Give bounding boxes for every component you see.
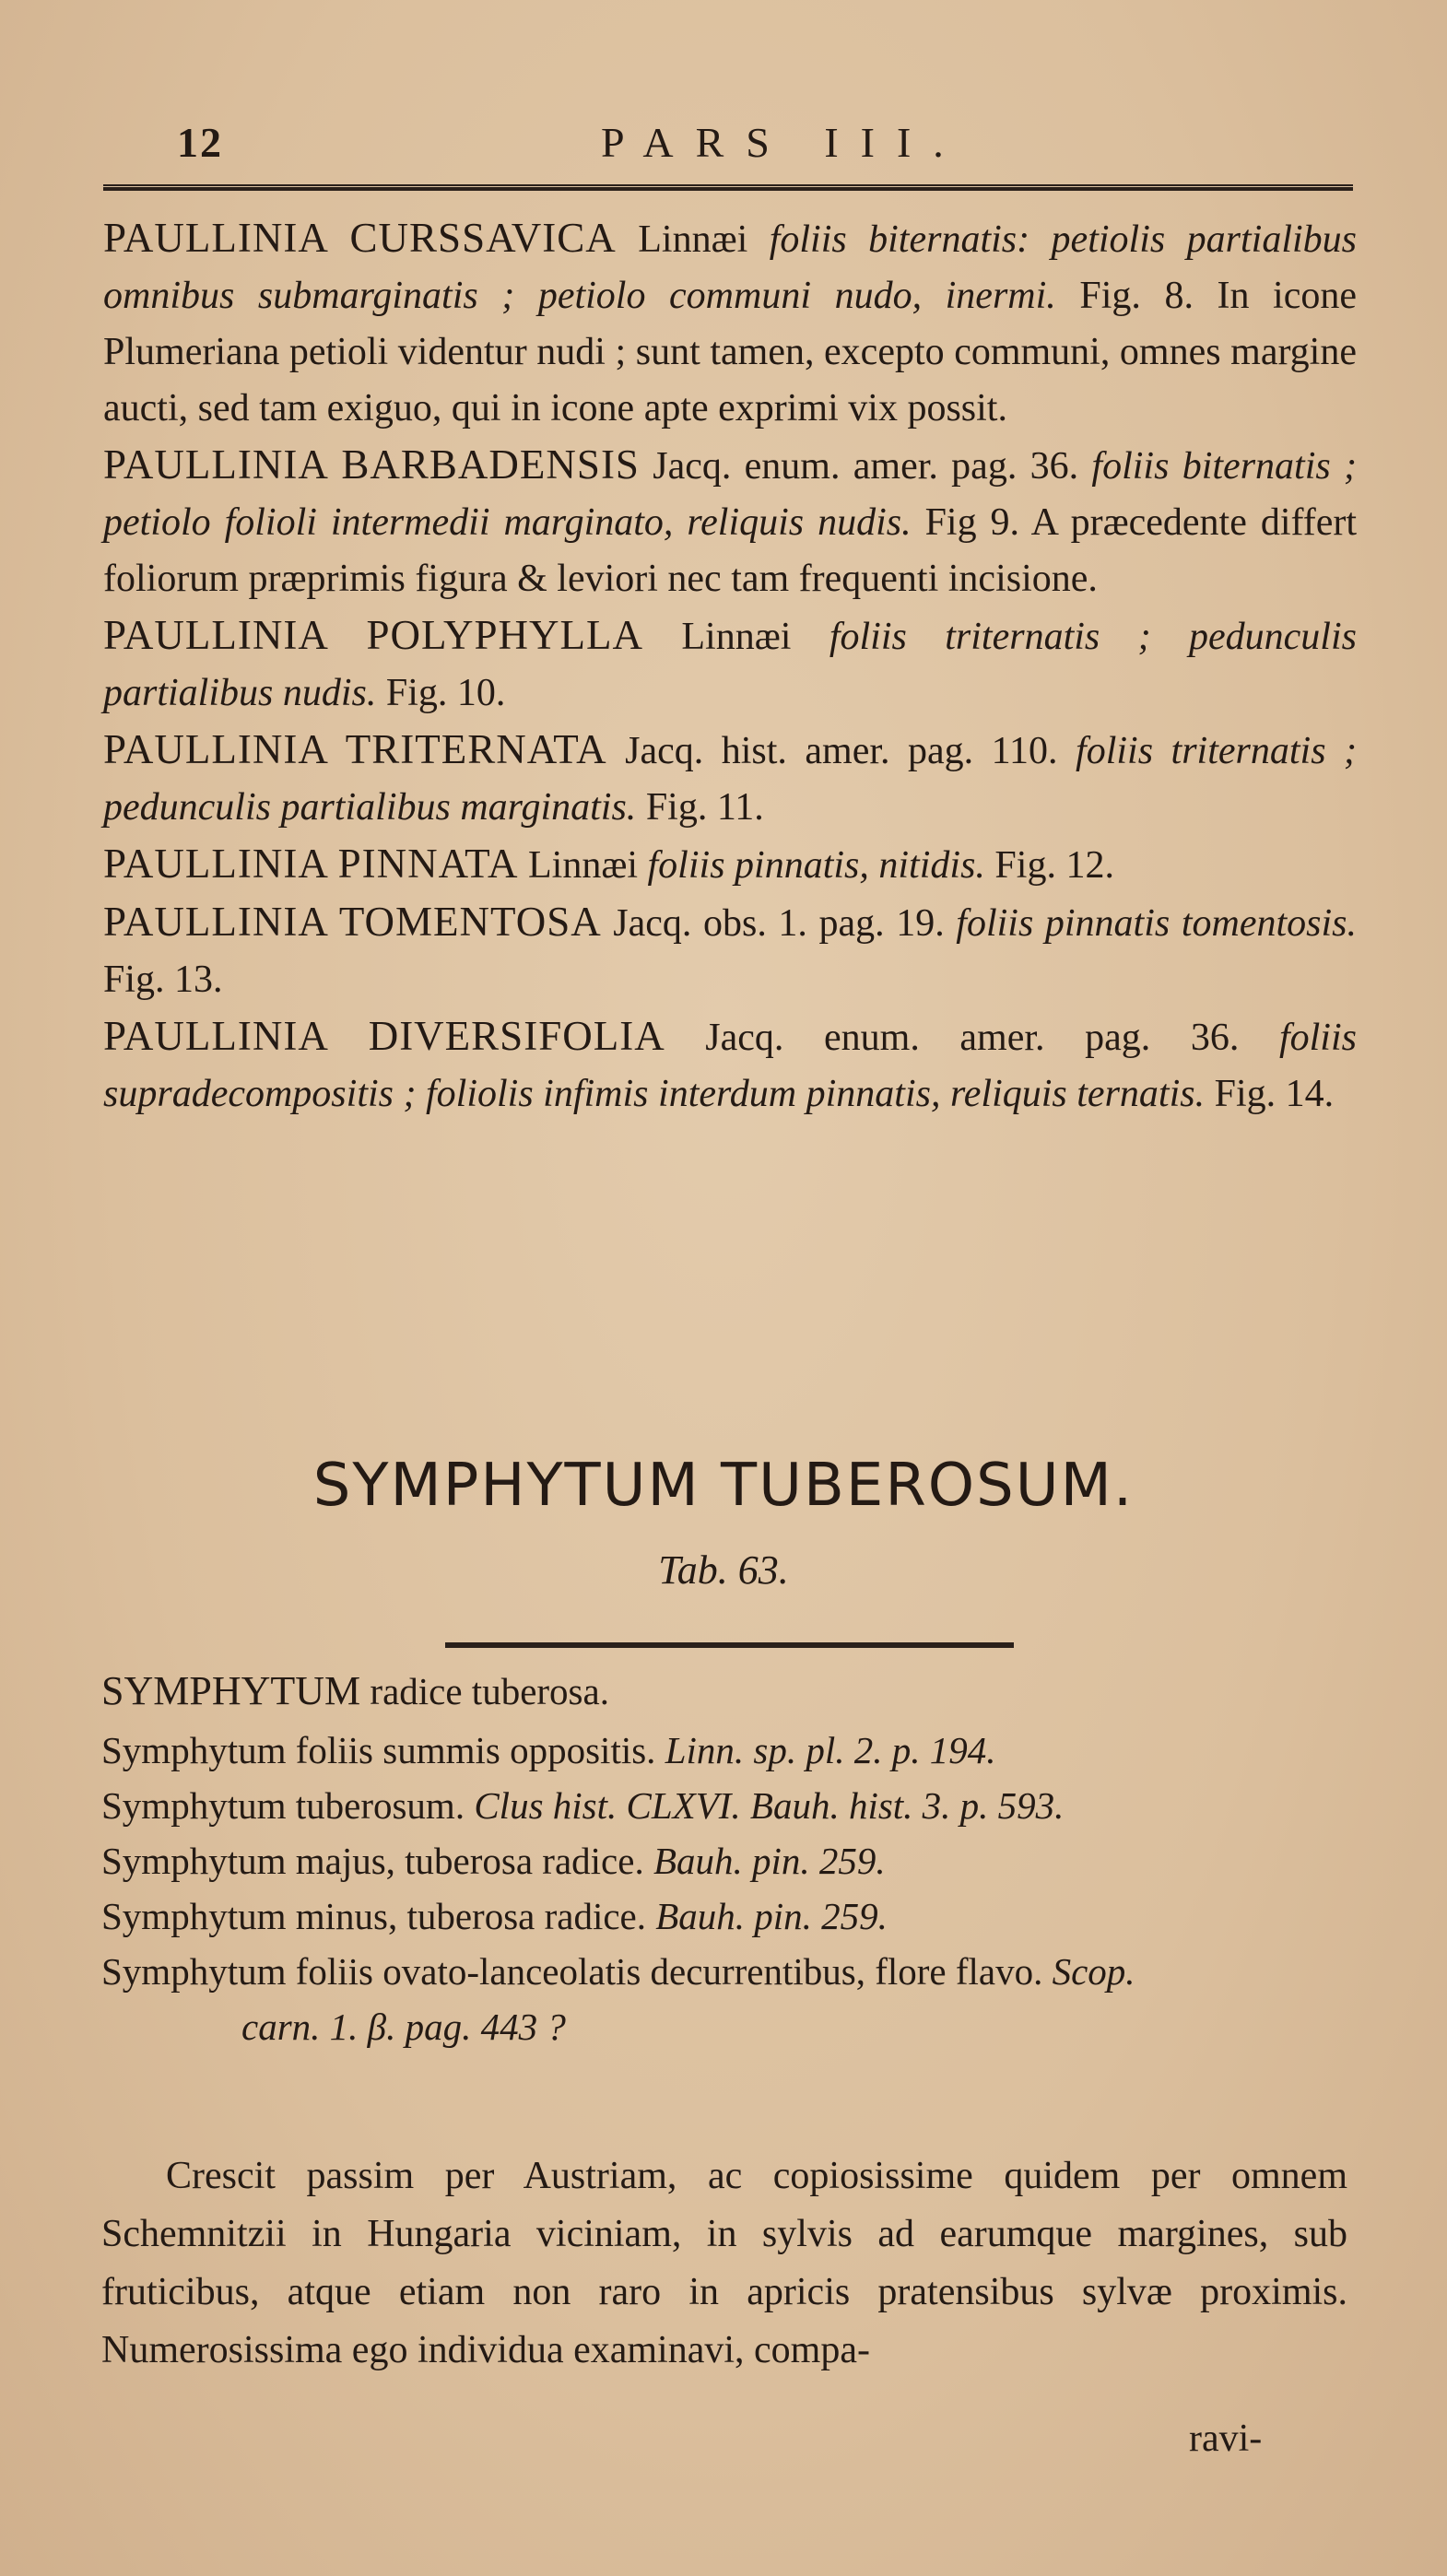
entry-note: Fig. 8. In icone Plumeriana petioli videntur nudi ; sunt tamen, excepto communi, omnes margine aucti, sed tam exiguo, qui in icone apte exprimi vix possit. bbox=[103, 275, 1358, 429]
entry-diagnosis: foliis biternatis: petiolis partialibus omnibus submarginatis ; petiolo communi nudo, inermi. bbox=[103, 218, 1358, 317]
species-entry bbox=[103, 607, 1357, 722]
entry-citation: Linnæi bbox=[616, 218, 770, 261]
species-name: PAULLINIA BARBADENSIS bbox=[103, 441, 640, 488]
synonym-reference: Clus hist. CLXVI. Bauh. hist. 3. p. 593. bbox=[474, 1784, 1065, 1827]
entry-citation: Linnæi bbox=[643, 616, 829, 658]
synonym-line bbox=[101, 1833, 1355, 1888]
entry-note: Fig. 12. bbox=[984, 844, 1114, 887]
synonym-continuation: carn. 1. β. pag. 443 ? bbox=[241, 2006, 566, 2048]
synonym-line bbox=[101, 1778, 1355, 1833]
synonymy-list bbox=[101, 1664, 1355, 2054]
entry-citation: Jacq. enum. amer. pag. 36. bbox=[665, 1017, 1279, 1059]
page-header bbox=[103, 118, 1347, 173]
synonym-line bbox=[101, 1944, 1355, 1999]
entry-citation: Jacq. hist. amer. pag. 110. bbox=[606, 730, 1076, 772]
species-entry bbox=[103, 437, 1357, 607]
entry-diagnosis: foliis triternatis ; pedunculis partialibus nudis. bbox=[103, 616, 1357, 714]
entry-citation: Linnæi bbox=[518, 844, 648, 887]
synonym-text: Symphytum foliis summis oppositis. bbox=[101, 1729, 665, 1771]
header-rule bbox=[103, 184, 1353, 191]
entry-diagnosis: foliis biternatis ; petiolo folioli intermedii marginato, reliquis nudis. bbox=[103, 445, 1357, 544]
species-name: PAULLINIA CURSSAVICA bbox=[103, 215, 617, 261]
entry-note: Fig. 14. bbox=[1205, 1073, 1335, 1115]
species-name: PAULLINIA PINNATA bbox=[103, 841, 519, 887]
synonym-reference: Bauh. pin. 259. bbox=[655, 1895, 888, 1937]
section-rule bbox=[445, 1642, 1014, 1648]
entry-citation: Jacq. obs. 1. pag. 19. bbox=[601, 902, 957, 945]
synonym-reference: Scop. bbox=[1052, 1950, 1135, 1993]
synonym-text: Symphytum minus, tuberosa radice. bbox=[101, 1895, 656, 1937]
species-name: PAULLINIA DIVERSIFOLIA bbox=[103, 1013, 665, 1059]
entry-note: Fig. 13. bbox=[103, 959, 223, 1001]
synonym-diagnosis bbox=[101, 1664, 1355, 1719]
synonym-text: Symphytum majus, tuberosa radice. bbox=[101, 1840, 653, 1882]
plate-reference: Tab. 63. bbox=[658, 1547, 789, 1593]
entry-note: Fig. 10. bbox=[376, 672, 506, 714]
species-name: PAULLINIA TOMENTOSA bbox=[103, 899, 602, 945]
running-title: PARS III. bbox=[601, 119, 966, 166]
entry-diagnosis: foliis pinnatis, nitidis. bbox=[647, 844, 985, 887]
synonym-reference: Linn. sp. pl. 2. p. 194. bbox=[665, 1729, 996, 1771]
entry-note: Fig. 11. bbox=[636, 786, 764, 829]
species-entry bbox=[103, 210, 1357, 437]
species-name: PAULLINIA TRITERNATA bbox=[103, 726, 607, 772]
entry-diagnosis: foliis supradecompositis ; foliolis infimis interdum pinnatis, reliquis ternatis. bbox=[103, 1017, 1357, 1115]
synonym-text: Symphytum tuberosum. bbox=[101, 1784, 475, 1827]
synonym-reference: Bauh. pin. 259. bbox=[653, 1840, 886, 1882]
catchword: ravi- bbox=[1189, 2417, 1263, 2460]
species-entry bbox=[103, 836, 1357, 894]
species-entries bbox=[103, 210, 1357, 1123]
description-paragraph: Crescit passim per Austriam, ac copiosissime quidem per omnem Schemnitzii in Hungaria viciniam, in sylvis ad earumque margines, sub fruticibus, atque etiam non raro in apricis pratensibus sylvæ proximis. Numerosissima ego individua examinavi, compa- bbox=[101, 2155, 1347, 2371]
synonym-line bbox=[101, 1888, 1355, 1944]
section-title: SYMPHYTUM TUBEROSUM. bbox=[312, 1452, 1135, 1520]
species-name: PAULLINIA POLYPHYLLA bbox=[103, 612, 643, 658]
species-entry bbox=[103, 1008, 1357, 1123]
synonym-line bbox=[101, 1723, 1355, 1778]
page-number: 12 bbox=[177, 119, 223, 166]
synonym-text: Symphytum foliis ovato-lanceolatis decurrentibus, flore flavo. bbox=[101, 1950, 1053, 1993]
entry-diagnosis: foliis pinnatis tomentosis. bbox=[956, 902, 1357, 945]
entry-diagnosis: foliis triternatis ; pedunculis partialibus marginatis. bbox=[103, 730, 1358, 829]
entry-citation: Jacq. enum. amer. pag. 36. bbox=[639, 445, 1092, 488]
entry-note: Fig 9. A præcedente differt foliorum præprimis figura & leviori nec tam frequenti incisione. bbox=[103, 501, 1357, 600]
diagnosis-text: radice tuberosa. bbox=[360, 1670, 609, 1712]
species-entry bbox=[103, 894, 1357, 1008]
genus-name: SYMPHYTUM bbox=[101, 1668, 361, 1713]
species-entry bbox=[103, 722, 1357, 836]
